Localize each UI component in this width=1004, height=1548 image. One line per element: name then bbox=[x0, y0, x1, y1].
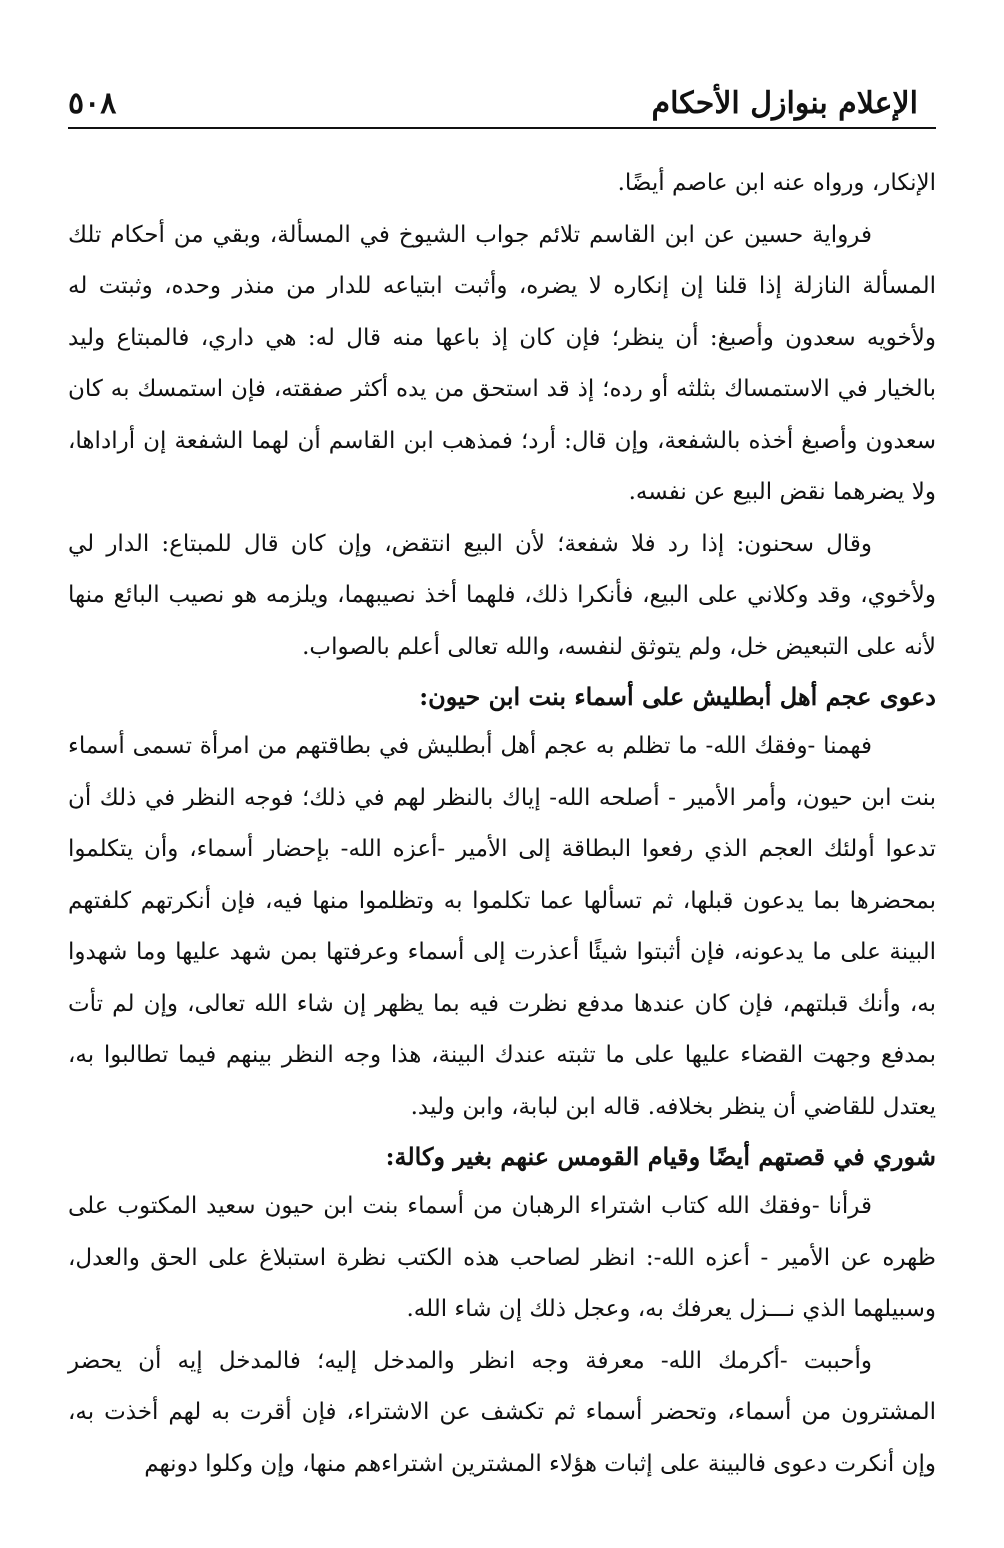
header-rule bbox=[68, 127, 936, 129]
paragraph-2: فرواية حسين عن ابن القاسم تلائم جواب الشيوخ في المسألة، وبقي من أحكام تلك المسألة النازلة إذا قلنا إن إنكاره لا يضره، وأثبت ابتياعه للدار من منذر وحده، وثبتت له ولأخويه سعدون وأصبغ: أن ينظر؛ فإن كان إذ باعها منه قال له: هي داري، فالمبتاع وليد بالخيار في الاستمساك بثلثه أو رده؛ إذ قد استحق من يده أكثر صفقته، فإن استمسك به كان سعدون وأصبغ أخذه بالشفعة، وإن قال: أرد؛ فمذهب ابن القاسم أن لهما الشفعة إن أراداها، ولا يضرهما نقض البيع عن نفسه. bbox=[68, 221, 936, 505]
running-title: الإعلام بنوازل الأحكام bbox=[651, 86, 918, 121]
paragraph-3: وقال سحنون: إذا رد فلا شفعة؛ لأن البيع انتقض، وإن كان قال للمبتاع: الدار لي ولأخوي، وقد وكلاني على البيع، فأنكرا ذلك، فلهما أخذ نصيبهما، ويلزمه هو نصيب البائع منها لأنه على التبعيض خل، ولم يتوثق لنفسه، والله تعالى أعلم بالصواب. bbox=[68, 530, 936, 660]
page-header bbox=[68, 72, 936, 124]
section-heading-2: شوري في قصتهم أيضًا وقيام القومس عنهم بغير وكالة: bbox=[385, 1142, 936, 1171]
paragraph-6: وأحببت -أكرمك الله- معرفة وجه انظر والمدخل إليه؛ فالمدخل إيه أن يحضر المشترون من أسماء، وتحضر أسماء ثم تكشف عن الاشتراء، فإن أقرت به لهم أخذت به، وإن أنكرت دعوى فالبينة على إثبات هؤلاء المشترين اشتراءهم منها، وإن وكلوا دونهم bbox=[68, 1347, 936, 1477]
paragraph-5: قرأنا -وفقك الله كتاب اشتراء الرهبان من أسماء بنت ابن حيون سعيد المكتوب على ظهره عن الأمير - أعزه الله-: انظر لصاحب هذه الكتب نظرة استبلاغ على الحق والعدل، وسبيلهما الذي نـــزل يعرفك به، وعجل ذلك إن شاء الله. bbox=[68, 1193, 936, 1322]
page-body bbox=[68, 158, 936, 1490]
section-heading-1: دعوى عجم أهل أبطليش على أسماء بنت ابن حيون: bbox=[419, 682, 936, 711]
paragraph-1: الإنكار، ورواه عنه ابن عاصم أيضًا. bbox=[617, 170, 936, 196]
page-number: ٥٠٨ bbox=[68, 86, 117, 121]
paragraph-4: فهمنا -وفقك الله- ما تظلم به عجم أهل أبطليش في بطاقتهم من امرأة تسمى أسماء بنت ابن حيون، وأمر الأمير - أصلحه الله- إياك بالنظر لهم في ذلك؛ فوجه النظر في ذلك أن تدعوا أولئك العجم الذي رفعوا البطاقة إلى الأمير -أعزه الله- بإحضار أسماء، وأن يتكلموا بمحضرها بما يدعون قبلها، ثم تسألها عما تكلموا به وتظلموا منها فيه، فإن أنكرتهم كلفتهم البينة على ما يدعونه، فإن أثبتوا شيئًا أعذرت إلى أسماء وعرفتها بمن شهد عليها وما شهدوا به، وأنك قبلتهم، فإن كان عندها مدفع نظرت فيه بما يظهر إن شاء الله تعالى، وإن لم تأت بمدفع وجهت القضاء عليها على ما تثبته عندك البينة، هذا وجه النظر بينهم فيما تطالبوا به، يعتدل للقاضي أن ينظر بخلافه. قاله ابن لبابة، وابن وليد. bbox=[68, 733, 936, 1120]
